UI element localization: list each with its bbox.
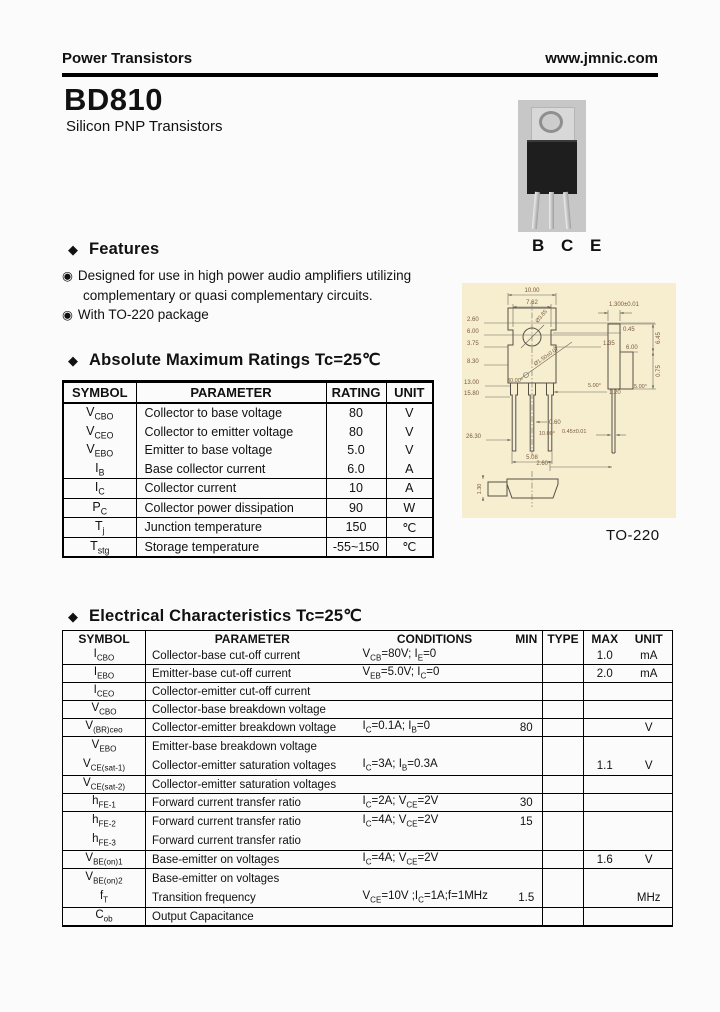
symbol-cell: $V_{BE(on)2}$	[63, 869, 146, 889]
parameter-cell: Collector-base cut-off current	[146, 647, 359, 665]
dim-label: Ø3.85	[534, 308, 549, 325]
table-row	[63, 479, 433, 499]
parameter-cell: Collector-emitter saturation voltages	[146, 776, 359, 794]
max-cell	[584, 888, 626, 908]
dim-label: Ø1.50±0.07	[533, 346, 561, 368]
conditions-cell: $V_{EB}=5.0V$; $I_C=0$	[359, 665, 511, 683]
parameter-cell: Storage temperature	[136, 537, 326, 557]
type-cell	[543, 665, 584, 683]
symbol-cell: $V_{EBO}$	[63, 441, 136, 460]
dim-label: 0.60	[549, 420, 561, 426]
min-cell	[511, 701, 543, 719]
min-cell	[511, 683, 543, 701]
feature-item-continued	[62, 286, 472, 305]
min-cell	[511, 851, 543, 869]
rating-cell: 80	[326, 403, 386, 423]
parameter-cell: Emitter-base cut-off current	[146, 665, 359, 683]
header-category: Power Transistors	[62, 50, 193, 67]
dim-label: 6.00	[626, 345, 638, 351]
table-row	[63, 869, 673, 889]
symbol-cell: $f_T$	[63, 888, 146, 908]
parameter-cell: Collector-emitter breakdown voltage	[146, 719, 359, 737]
unit-cell	[626, 812, 673, 832]
feature-text: complementary or quasi complementary circuits.	[83, 288, 373, 303]
col-rating: RATING	[326, 382, 386, 404]
unit-cell: V	[405, 424, 414, 439]
conditions-cell	[359, 701, 511, 719]
unit-cell	[626, 831, 673, 851]
max-cell: 2.0	[584, 665, 626, 683]
unit-cell: V	[626, 719, 673, 737]
max-cell	[584, 794, 626, 812]
type-cell	[543, 719, 584, 737]
dim-label: 0.75	[656, 365, 662, 377]
col-min: MIN	[511, 631, 543, 648]
features-heading-text: Features	[89, 240, 160, 258]
conditions-cell	[359, 831, 511, 851]
table-row	[63, 460, 433, 479]
col-max: MAX	[591, 632, 619, 646]
dim-label: 6.00	[467, 329, 479, 335]
symbol-cell: $I_C$	[63, 479, 136, 499]
dim-label: 5.08	[526, 455, 538, 461]
type-cell	[543, 869, 584, 889]
rating-cell: -55~150	[326, 537, 386, 557]
page-header	[62, 50, 658, 67]
unit-cell: V	[626, 851, 673, 869]
max-cell	[584, 831, 626, 851]
type-cell	[543, 647, 584, 665]
symbol-cell: $V_{CBO}$	[63, 403, 136, 423]
conditions-cell: $V_{CB}=80V$; $I_E=0$	[359, 647, 511, 665]
rating-cell: 10	[326, 479, 386, 499]
unit-cell	[626, 683, 673, 701]
parameter-cell: Emitter to base voltage	[136, 441, 326, 460]
unit-cell: A	[386, 479, 433, 499]
unit-cell	[626, 908, 673, 927]
diamond-icon: ◆	[68, 608, 78, 624]
symbol-cell: $V_{BE(on)1}$	[63, 851, 146, 869]
parameter-cell: Collector current	[136, 479, 326, 499]
max-cell: 1.6	[584, 851, 626, 869]
table-row	[63, 812, 673, 832]
rating-cell: 150	[326, 518, 386, 538]
dim-label: 5.00°	[634, 384, 647, 390]
table-header-row	[63, 382, 433, 404]
type-cell	[543, 888, 584, 908]
drawing-background	[462, 283, 676, 518]
table-row	[63, 683, 673, 701]
table-row	[63, 701, 673, 719]
unit-cell: V	[405, 443, 414, 458]
col-parameter: PARAMETER	[136, 382, 326, 404]
max-cell	[584, 776, 626, 794]
dim-label: 7.62	[526, 300, 538, 306]
features-heading	[68, 240, 159, 259]
table-row	[63, 794, 673, 812]
table-row	[63, 719, 673, 737]
conditions-cell	[359, 737, 511, 757]
diamond-icon: ◆	[68, 242, 78, 257]
dim-label: 15.80	[464, 391, 480, 397]
rating-cell: 5.0	[326, 441, 386, 460]
symbol-cell: $V_{CE(sat-2)}$	[63, 776, 146, 794]
type-cell	[543, 756, 584, 776]
ratings-table-body	[63, 403, 433, 557]
electrical-heading-text: Electrical Characteristics Tc=25℃	[89, 607, 362, 625]
type-cell	[543, 683, 584, 701]
parameter-cell: Forward current transfer ratio	[146, 831, 359, 851]
min-cell	[511, 647, 543, 665]
conditions-cell: $I_C=0.1A$; $I_B=0$	[359, 719, 511, 737]
header-website: www.jmnic.com	[545, 50, 658, 67]
ratings-heading-text: Absolute Maximum Ratings Tc=25℃	[89, 351, 381, 369]
min-cell: 30	[511, 794, 543, 812]
lead-base	[532, 192, 540, 229]
package-dimension-drawing	[462, 283, 676, 518]
conditions-cell: $I_C=2A$; $V_{CE}=2V$	[359, 794, 511, 812]
parameter-cell: Collector-base breakdown voltage	[146, 701, 359, 719]
dim-label: 26.30	[466, 434, 482, 440]
unit-cell: W	[386, 498, 433, 518]
feature-item	[62, 266, 472, 286]
table-row	[63, 888, 673, 908]
type-cell	[543, 737, 584, 757]
unit-cell: ℃	[386, 518, 433, 538]
conditions-cell	[359, 869, 511, 889]
parameter-cell: Forward current transfer ratio	[146, 794, 359, 812]
symbol-cell: $V_{CBO}$	[63, 701, 146, 719]
conditions-cell	[359, 908, 511, 927]
table-row	[63, 403, 433, 423]
max-cell	[584, 683, 626, 701]
symbol-cell: $I_{CBO}$	[63, 647, 146, 665]
dim-label: 1.300±0.01	[609, 302, 639, 308]
parameter-cell: Base-emitter on voltages	[152, 872, 280, 885]
part-number-title: BD810	[64, 82, 163, 117]
dim-label: 10.00°	[539, 431, 555, 437]
col-symbol: SYMBOL	[63, 382, 136, 404]
type-cell	[543, 851, 584, 869]
unit-cell: MHz	[626, 888, 673, 908]
diamond-icon: ◆	[68, 352, 78, 368]
dim-label: 13.00	[464, 380, 480, 386]
lead-emitter	[563, 192, 571, 229]
dim-label: 8.30	[467, 359, 479, 365]
unit-cell	[626, 794, 673, 812]
conditions-cell: $V_{CE}=10V$ $;I_C=1A;f=1MHz$	[359, 888, 511, 908]
col-parameter: PARAMETER	[214, 632, 290, 646]
table-row	[63, 441, 433, 460]
symbol-cell: $I_B$	[63, 460, 136, 479]
features-list	[62, 266, 472, 325]
min-cell	[511, 831, 543, 851]
max-cell	[584, 812, 626, 832]
table-row	[63, 851, 673, 869]
symbol-cell: $I_{CEO}$	[63, 683, 146, 701]
parameter-cell: Base-emitter on voltages	[146, 851, 359, 869]
min-cell: 80	[511, 719, 543, 737]
electrical-heading	[68, 606, 362, 626]
dim-label: 10.00	[524, 288, 540, 294]
dim-label: 0.45±0.01	[562, 429, 587, 435]
package-body	[527, 140, 577, 194]
max-cell	[584, 701, 626, 719]
max-cell	[584, 719, 626, 737]
unit-cell: A	[386, 460, 433, 479]
unit-cell	[626, 701, 673, 719]
parameter-cell: Transition frequency	[146, 888, 359, 908]
table-header-row	[63, 631, 673, 648]
symbol-cell: $V_{CEO}$	[63, 423, 136, 442]
dim-label: 30.00°	[507, 378, 523, 384]
min-cell	[511, 665, 543, 683]
rating-cell: 80	[326, 423, 386, 442]
rating-cell: 90	[326, 498, 386, 518]
symbol-cell: $I_{EBO}$	[63, 665, 146, 683]
symbol-cell: $h_{FE-2}$	[63, 812, 146, 832]
dim-label: 6.45	[656, 332, 662, 344]
col-unit: UNIT	[386, 382, 433, 404]
unit-cell: mA	[626, 647, 673, 665]
symbol-cell: $V_{(BR)ceo}$	[63, 719, 146, 737]
lead-collector	[549, 192, 554, 229]
feature-text: Designed for use in high power audio amplifiers utilizing	[77, 268, 412, 283]
parameter-cell: Collector-emitter saturation voltages	[146, 756, 359, 776]
min-cell	[511, 869, 543, 889]
type-cell	[543, 831, 584, 851]
bullet-icon: ◉	[62, 308, 73, 322]
unit-cell: ℃	[386, 537, 433, 557]
unit-cell: V	[405, 406, 414, 421]
min-cell	[511, 756, 543, 776]
rating-cell: 6.0	[326, 460, 386, 479]
type-cell	[543, 776, 584, 794]
table-row	[63, 537, 433, 557]
col-unit: UNIT	[634, 632, 663, 646]
unit-cell	[626, 776, 673, 794]
col-conditions: CONDITIONS	[396, 632, 473, 646]
min-cell: 15	[511, 812, 543, 832]
dim-label: 1.30	[477, 483, 483, 495]
feature-text: With TO-220 package	[77, 307, 209, 322]
table-row	[63, 776, 673, 794]
transistor-photo	[518, 100, 586, 232]
type-cell	[543, 701, 584, 719]
symbol-cell: $C_{ob}$	[63, 908, 146, 927]
table-row	[63, 498, 433, 518]
symbol-cell: $T_j$	[63, 518, 136, 538]
dim-label: 0.45	[623, 327, 635, 333]
max-cell: 1.1	[584, 756, 626, 776]
conditions-cell	[359, 776, 511, 794]
max-cell: 1.0	[584, 647, 626, 665]
table-row	[63, 908, 673, 927]
parameter-cell: Base collector current	[136, 460, 326, 479]
conditions-cell: $I_C=4A$; $V_{CE}=2V$	[362, 814, 439, 829]
mounting-hole	[539, 111, 563, 133]
part-subtitle: Silicon PNP Transistors	[66, 118, 223, 135]
unit-cell	[626, 737, 673, 757]
min-cell	[511, 776, 543, 794]
col-type: TYPE	[543, 631, 584, 648]
unit-cell: mA	[626, 665, 673, 683]
symbol-cell: $P_C$	[63, 498, 136, 518]
table-row	[63, 737, 673, 757]
table-row	[63, 647, 673, 665]
package-caption: TO-220	[606, 527, 660, 544]
conditions-cell: $I_C=3A$; $I_B=0.3A$	[359, 756, 511, 776]
max-cell	[584, 737, 626, 757]
abs-max-ratings-table	[62, 380, 434, 558]
table-row	[63, 423, 433, 442]
type-cell	[543, 794, 584, 812]
parameter-cell: Collector power dissipation	[136, 498, 326, 518]
header-rule	[62, 73, 658, 77]
conditions-cell: $I_C=4A$; $V_{CE}=2V$	[359, 851, 511, 869]
unit-cell: V	[626, 756, 673, 776]
parameter-cell: Collector-emitter cut-off current	[146, 683, 359, 701]
symbol-cell: $V_{EBO}$	[63, 737, 146, 757]
type-cell	[543, 908, 584, 927]
min-cell: 1.5	[511, 888, 543, 908]
dim-label: 1.20	[609, 390, 621, 396]
symbol-cell: $h_{FE-1}$	[63, 794, 146, 812]
ratings-heading	[68, 350, 381, 370]
parameter-cell: Forward current transfer ratio	[152, 815, 301, 828]
dim-label: 2.60	[467, 317, 479, 323]
electrical-characteristics-table	[62, 630, 673, 927]
table-row	[63, 518, 433, 538]
bullet-icon: ◉	[62, 269, 73, 283]
dim-label: 3.75	[467, 341, 479, 347]
symbol-cell: $T_{stg}$	[63, 537, 136, 557]
type-cell	[543, 812, 584, 832]
parameter-cell: Output Capacitance	[146, 908, 359, 927]
table-row	[63, 665, 673, 683]
parameter-cell: Emitter-base breakdown voltage	[152, 740, 317, 753]
parameter-cell: Collector to emitter voltage	[136, 423, 326, 442]
max-cell	[584, 908, 626, 927]
table-row	[63, 831, 673, 851]
parameter-cell: Junction temperature	[136, 518, 326, 538]
table-row	[63, 756, 673, 776]
pinout-label: B C E	[532, 236, 608, 255]
dim-label: 5.00°	[588, 383, 601, 389]
symbol-cell: $V_{CE(sat-1)}$	[63, 756, 146, 776]
col-symbol: SYMBOL	[63, 631, 146, 648]
min-cell	[511, 908, 543, 927]
symbol-cell: $h_{FE-3}$	[63, 831, 146, 851]
parameter-cell: Collector to base voltage	[136, 403, 326, 423]
dim-label: 1.35	[603, 341, 615, 347]
max-cell	[584, 869, 626, 889]
conditions-cell	[359, 683, 511, 701]
unit-cell	[626, 869, 673, 889]
electrical-table-body	[63, 647, 673, 926]
feature-item	[62, 305, 472, 325]
dim-label: 2.60	[536, 461, 548, 467]
min-cell	[511, 737, 543, 757]
